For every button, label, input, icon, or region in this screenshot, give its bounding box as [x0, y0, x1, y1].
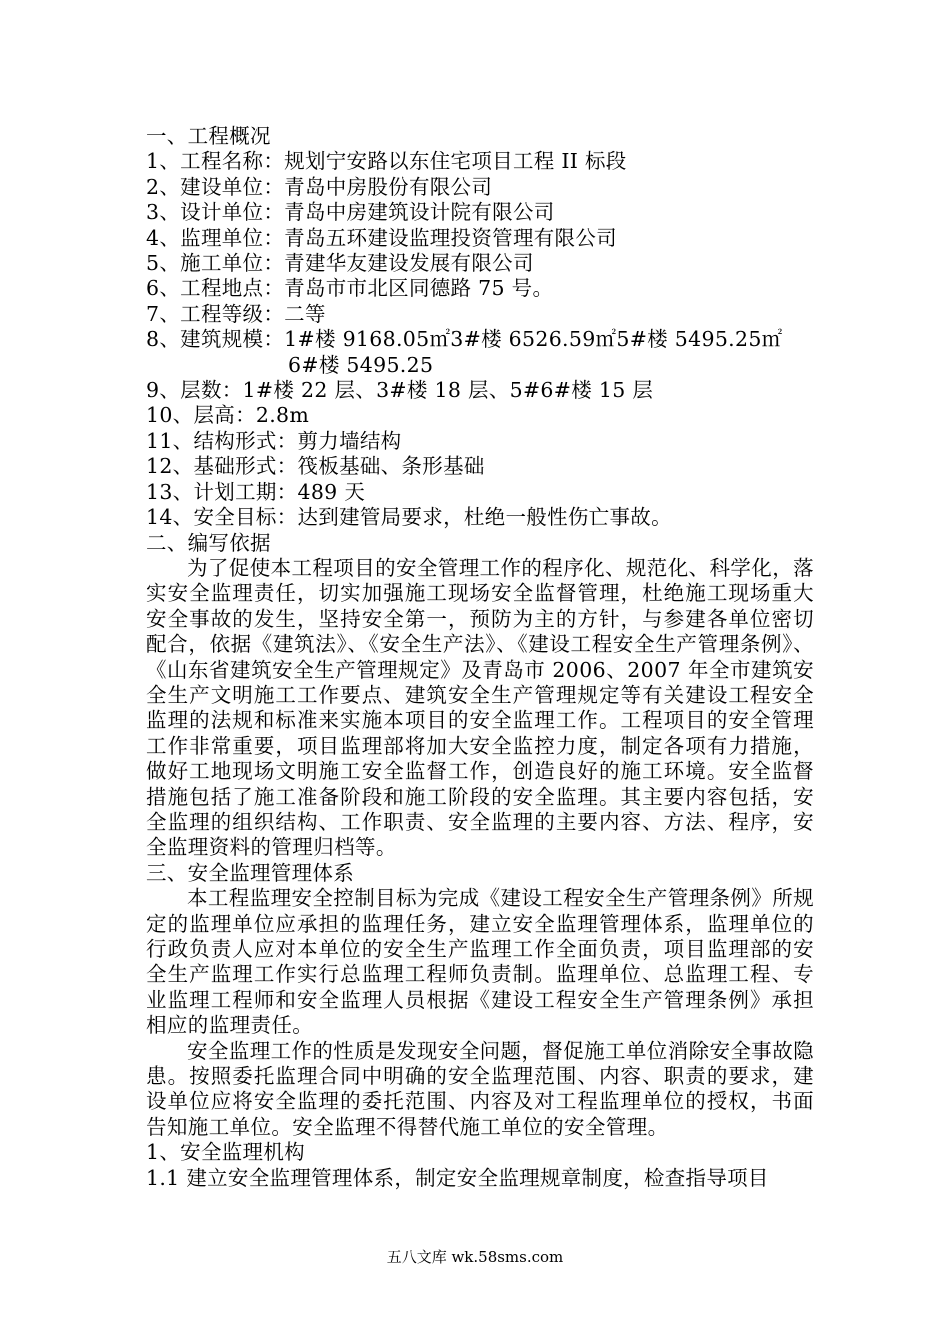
info-line: 14、安全目标：达到建管局要求，杜绝一般性伤亡事故。	[146, 505, 672, 530]
info-line: 8、建筑规模：1#楼 9168.05㎡3#楼 6526.59㎡5#楼 5495.25㎡	[146, 327, 783, 352]
page-footer: 五八文库 wk.58sms.com	[386, 1248, 564, 1266]
info-line: 6、工程地点：青岛市市北区同德路 75 号。	[146, 276, 554, 301]
info-line: 1、工程名称：规划宁安路以东住宅项目工程 II 标段	[146, 149, 627, 174]
info-line: 9、层数：1#楼 22 层、3#楼 18 层、5#6#楼 15 层	[146, 378, 654, 403]
info-line: 5、施工单位：青建华友建设发展有限公司	[146, 251, 534, 276]
document-body	[146, 124, 814, 1191]
info-line: 3、设计单位：青岛中房建筑设计院有限公司	[146, 200, 555, 225]
info-line: 7、工程等级：二等	[146, 301, 326, 326]
info-line: 10、层高：2.8m	[146, 403, 310, 428]
paragraph-basis: 为了促使本工程项目的安全管理工作的程序化、规范化、科学化，落实安全监理责任，切实加强施工现场安全监督管理，杜绝施工现场重大安全事故的发生，坚持安全第一，预防为主的方针，与参建各单位密切配合，依据《建筑法》、《安全生产法》、《建设工程安全生产管理条例》、《山东省建筑安全生产管理规定》及青岛市 2006、2007 年全市建筑安全生产文明施工工作要点、建筑安全生产管理规定等有关建设工程安全监理的法规和标准来实施本项目的安全监理工作。工程项目的安全管理工作非常重要，项目监理部将加大安全监控力度，制定各项有力措施，做好工地现场文明施工安全监督工作，创造良好的施工环境。安全监督措施包括了施工准备阶段和施工阶段的安全监理。其主要内容包括，安全监理的组织结构、工作职责、安全监理的主要内容、方法、程序，安全监理资料的管理归档等。	[146, 555, 814, 860]
paragraph-nature: 安全监理工作的性质是发现安全问题，督促施工单位消除安全事故隐患。按照委托监理合同中明确的安全监理范围、内容、职责的要求，建设单位应将安全监理的委托范围、内容及对工程监理单位的授权，书面告知施工单位。安全监理不得替代施工单位的安全管理。	[146, 1038, 814, 1139]
section-heading: 一、工程概况	[146, 124, 271, 148]
info-line: 11、结构形式：剪力墙结构	[146, 428, 402, 453]
info-line: 13、计划工期：489 天	[146, 479, 366, 504]
subsection-heading: 1、安全监理机构	[146, 1140, 305, 1165]
info-line: 12、基础形式：筏板基础、条形基础	[146, 454, 485, 479]
paragraph-system: 本工程监理安全控制目标为完成《建设工程安全生产管理条例》所规定的监理单位应承担的监理任务，建立安全监理管理体系，监理单位的行政负责人应对本单位的安全生产监理工作全面负责，项目监理部的安全生产监理工作实行总监理工程师负责制。监理单位、总监理工程、专业监理工程师和安全监理人员根据《建设工程安全生产管理条例》承担相应的监理责任。	[146, 886, 814, 1038]
body-line: 1.1 建立安全监理管理体系，制定安全监理规章制度，检查指导项目	[146, 1165, 769, 1190]
info-line: 2、建设单位：青岛中房股份有限公司	[146, 174, 493, 199]
info-line: 4、监理单位：青岛五环建设监理投资管理有限公司	[146, 225, 617, 250]
info-line-continued: 6#楼 5495.25	[288, 352, 434, 377]
section-heading: 三、安全监理管理体系	[146, 860, 354, 885]
section-heading: 二、编写依据	[146, 530, 271, 555]
